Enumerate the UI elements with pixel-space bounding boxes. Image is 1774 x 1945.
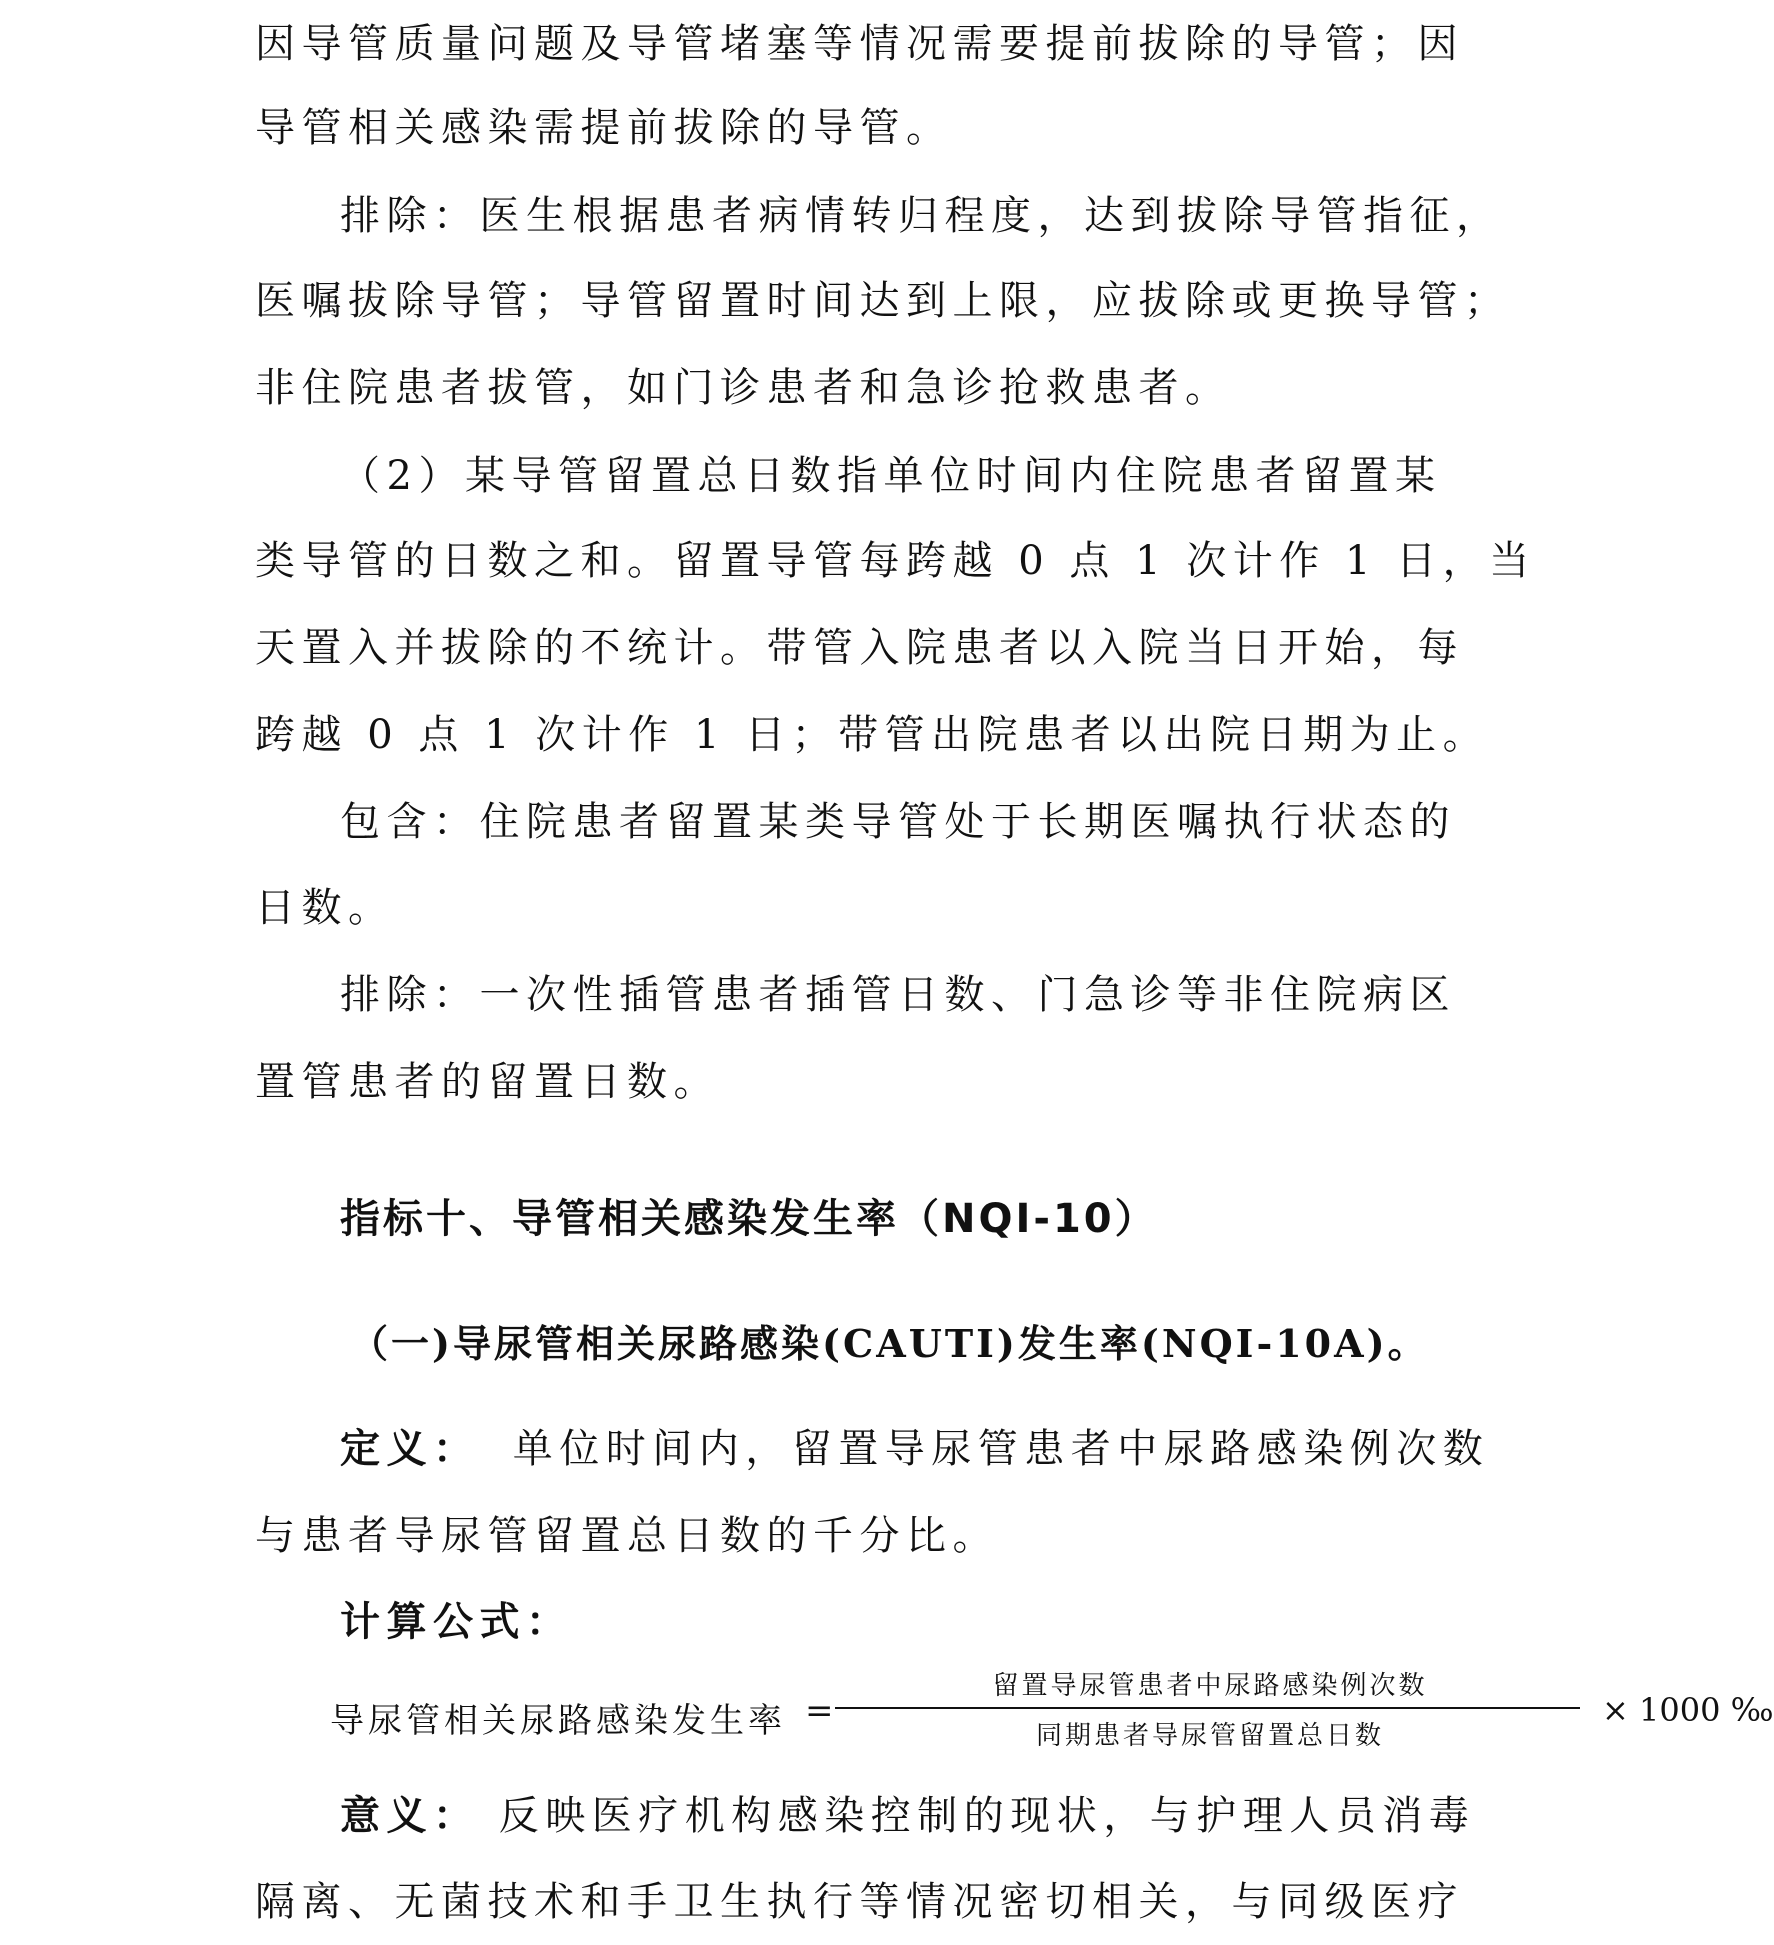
section-heading: 指标十、导管相关感染发生率（NQI-10） xyxy=(340,1196,1158,1242)
formula-denominator: 同期患者导尿管留置总日数 xyxy=(1035,1721,1384,1751)
definition-line-2: 与患者导尿管留置总日数的千分比。 xyxy=(255,1513,999,1559)
formula-lhs: 导尿管相关尿路感染发生率 xyxy=(330,1701,786,1741)
text-line-7: 类导管的日数之和。留置导管每跨越 0 点 1 次计作 1 日，当 xyxy=(255,538,1536,584)
meaning-label: 意义： xyxy=(340,1793,480,1839)
formula xyxy=(330,1665,1774,1775)
text-line-5: 非住院患者拔管，如门诊患者和急诊抢救患者。 xyxy=(255,365,1232,411)
meaning-text: 反映医疗机构感染控制的现状，与护理人员消毒 xyxy=(498,1793,1476,1839)
text-line-3: 排除：医生根据患者病情转归程度，达到拔除导管指征， xyxy=(340,193,1503,239)
text-line-11: 日数。 xyxy=(255,885,395,931)
subsection-heading: （一)导尿管相关尿路感染(CAUTI)发生率(NQI-10A)。 xyxy=(350,1321,1429,1366)
formula-equals: = xyxy=(805,1691,834,1731)
text-line-2: 导管相关感染需提前拔除的导管。 xyxy=(255,105,953,151)
text-line-1: 因导管质量问题及导管堵塞等情况需要提前拔除的导管；因 xyxy=(255,21,1464,67)
fraction-bar xyxy=(835,1707,1580,1709)
meaning-line-1 xyxy=(340,1790,1475,1842)
definition-text: 单位时间内，留置导尿管患者中尿路感染例次数 xyxy=(512,1426,1490,1472)
formula-multiplier: × 1000 ‰ xyxy=(1602,1691,1774,1729)
formula-label: 计算公式： xyxy=(340,1599,573,1645)
text-line-9: 跨越 0 点 1 次计作 1 日；带管出院患者以出院日期为止。 xyxy=(255,712,1490,758)
text-line-10: 包含：住院患者留置某类导管处于长期医嘱执行状态的 xyxy=(340,799,1456,845)
text-line-8: 天置入并拔除的不统计。带管入院患者以入院当日开始，每 xyxy=(255,625,1464,671)
definition-label: 定义： xyxy=(340,1426,480,1472)
formula-numerator: 留置导尿管患者中尿路感染例次数 xyxy=(992,1671,1428,1701)
text-line-6: （2）某导管留置总日数指单位时间内住院患者留置某 xyxy=(340,453,1442,499)
definition-line-1 xyxy=(340,1423,1489,1475)
text-line-13: 置管患者的留置日数。 xyxy=(255,1059,720,1105)
text-line-4: 医嘱拔除导管；导管留置时间达到上限，应拔除或更换导管； xyxy=(255,278,1511,324)
meaning-line-2: 隔离、无菌技术和手卫生执行等情况密切相关，与同级医疗 xyxy=(255,1879,1464,1925)
text-line-12: 排除：一次性插管患者插管日数、门急诊等非住院病区 xyxy=(340,972,1456,1018)
